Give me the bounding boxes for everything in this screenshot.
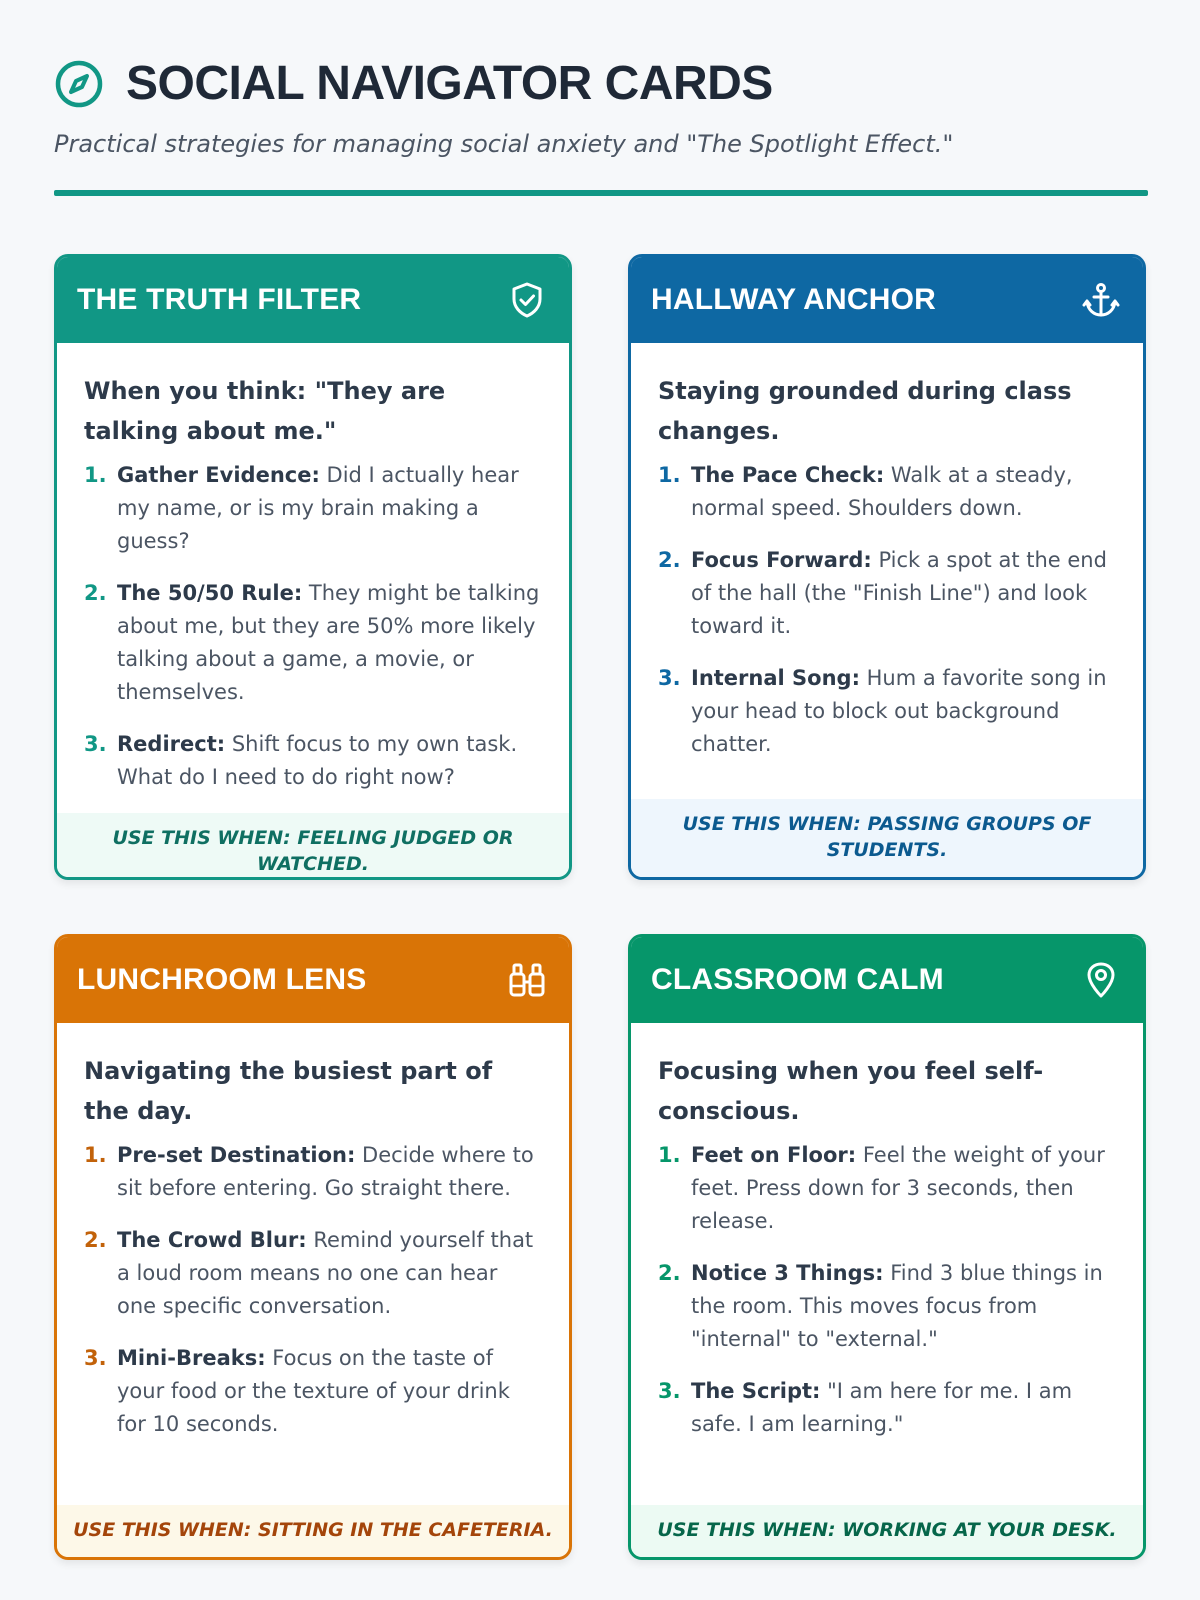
card-footer: USE THIS WHEN: SITTING IN THE CAFETERIA. <box>57 1505 569 1557</box>
compass-icon <box>54 59 104 109</box>
list-item <box>658 1375 1117 1441</box>
card-body <box>57 1023 569 1505</box>
step-text: Focus on the taste of your food or the texture of your drink for 10 seconds. <box>117 1346 510 1436</box>
card-classroom-calm <box>628 934 1146 1560</box>
steps-list <box>658 1139 1117 1441</box>
step-term: The 50/50 Rule: <box>117 581 303 605</box>
step-number: 2. <box>658 548 681 572</box>
step-text: Find 3 blue things in the room. This moves focus from "internal" to "external." <box>691 1261 1103 1351</box>
list-item <box>84 1342 543 1441</box>
step-text: "I am here for me. I am safe. I am learning." <box>691 1379 1073 1436</box>
title-row <box>54 56 1148 112</box>
shield-check-icon <box>507 280 547 320</box>
step-number: 3. <box>658 1379 681 1403</box>
list-item <box>658 459 1117 525</box>
card-title: THE TRUTH FILTER <box>77 283 362 316</box>
step-text: Feel the weight of your feet. Press down for 3 seconds, then release. <box>691 1143 1105 1233</box>
step-number: 2. <box>658 1261 681 1285</box>
card-footer: USE THIS WHEN: FEELING JUDGED OR WATCHED. <box>57 813 569 880</box>
step-term: Gather Evidence: <box>117 463 320 487</box>
step-number: 2. <box>84 581 107 605</box>
steps-list <box>658 459 1117 761</box>
step-number: 1. <box>658 1143 681 1167</box>
step-number: 1. <box>658 463 681 487</box>
location-pin-icon <box>1081 960 1121 1000</box>
step-term: Mini-Breaks: <box>117 1346 266 1370</box>
page-subtitle: Practical strategies for managing social anxiety and "The Spotlight Effect." <box>54 130 954 158</box>
page-header <box>54 56 1148 196</box>
header-divider <box>54 190 1148 196</box>
step-term: Feet on Floor: <box>691 1143 857 1167</box>
list-item <box>84 728 543 794</box>
card-footer: USE THIS WHEN: WORKING AT YOUR DESK. <box>631 1505 1143 1557</box>
step-number: 1. <box>84 1143 107 1167</box>
list-item <box>658 1139 1117 1238</box>
card-body <box>631 343 1143 799</box>
step-text: They might be talking about me, but they are 50% more likely talking about a game, a movie, or themselves. <box>117 581 540 704</box>
card-lead: Focusing when you feel self-conscious. <box>658 1057 1044 1125</box>
step-term: The Pace Check: <box>691 463 885 487</box>
card-header <box>631 937 1143 1023</box>
step-term: The Crowd Blur: <box>117 1228 307 1252</box>
card-header <box>631 257 1143 343</box>
card-title: CLASSROOM CALM <box>651 963 944 996</box>
card-header <box>57 937 569 1023</box>
binoculars-icon <box>507 960 547 1000</box>
list-item <box>84 459 543 558</box>
step-text: Walk at a steady, normal speed. Shoulders down. <box>691 463 1073 520</box>
page-title: SOCIAL NAVIGATOR CARDS <box>126 57 773 110</box>
step-number: 3. <box>84 732 107 756</box>
step-text: Remind yourself that a loud room means no one can hear one specific conversation. <box>117 1228 534 1318</box>
step-number: 1. <box>84 463 107 487</box>
step-number: 2. <box>84 1228 107 1252</box>
step-term: Focus Forward: <box>691 548 872 572</box>
list-item <box>658 662 1117 761</box>
step-term: Internal Song: <box>691 666 860 690</box>
step-term: Pre-set Destination: <box>117 1143 356 1167</box>
list-item <box>84 1224 543 1323</box>
step-text: Shift focus to my own task. What do I need to do right now? <box>117 732 518 789</box>
list-item <box>658 1257 1117 1356</box>
cards-grid <box>54 254 1148 1541</box>
card-title: HALLWAY ANCHOR <box>651 283 937 316</box>
step-term: Redirect: <box>117 732 226 756</box>
step-term: The Script: <box>691 1379 821 1403</box>
list-item <box>84 1139 543 1205</box>
list-item <box>658 544 1117 643</box>
card-body <box>57 343 569 813</box>
step-text: Decide where to sit before entering. Go straight there. <box>117 1143 534 1200</box>
card-lead: Staying grounded during class changes. <box>658 377 1072 445</box>
list-item <box>84 577 543 709</box>
card-hallway-anchor <box>628 254 1146 880</box>
step-number: 3. <box>658 666 681 690</box>
card-truth-filter <box>54 254 572 880</box>
card-lead: Navigating the busiest part of the day. <box>84 1057 493 1125</box>
card-header <box>57 257 569 343</box>
step-text: Pick a spot at the end of the hall (the "Finish Line") and look toward it. <box>691 548 1107 638</box>
anchor-icon <box>1081 280 1121 320</box>
card-body <box>631 1023 1143 1505</box>
steps-list <box>84 1139 543 1441</box>
step-term: Notice 3 Things: <box>691 1261 884 1285</box>
card-lunchroom-lens <box>54 934 572 1560</box>
step-number: 3. <box>84 1346 107 1370</box>
card-lead: When you think: "They are talking about me." <box>84 377 446 445</box>
card-footer: USE THIS WHEN: PASSING GROUPS OF STUDENTS. <box>631 799 1143 877</box>
step-text: Did I actually hear my name, or is my brain making a guess? <box>117 463 519 553</box>
card-title: LUNCHROOM LENS <box>77 963 367 996</box>
steps-list <box>84 459 543 794</box>
step-text: Hum a favorite song in your head to block out background chatter. <box>691 666 1107 756</box>
